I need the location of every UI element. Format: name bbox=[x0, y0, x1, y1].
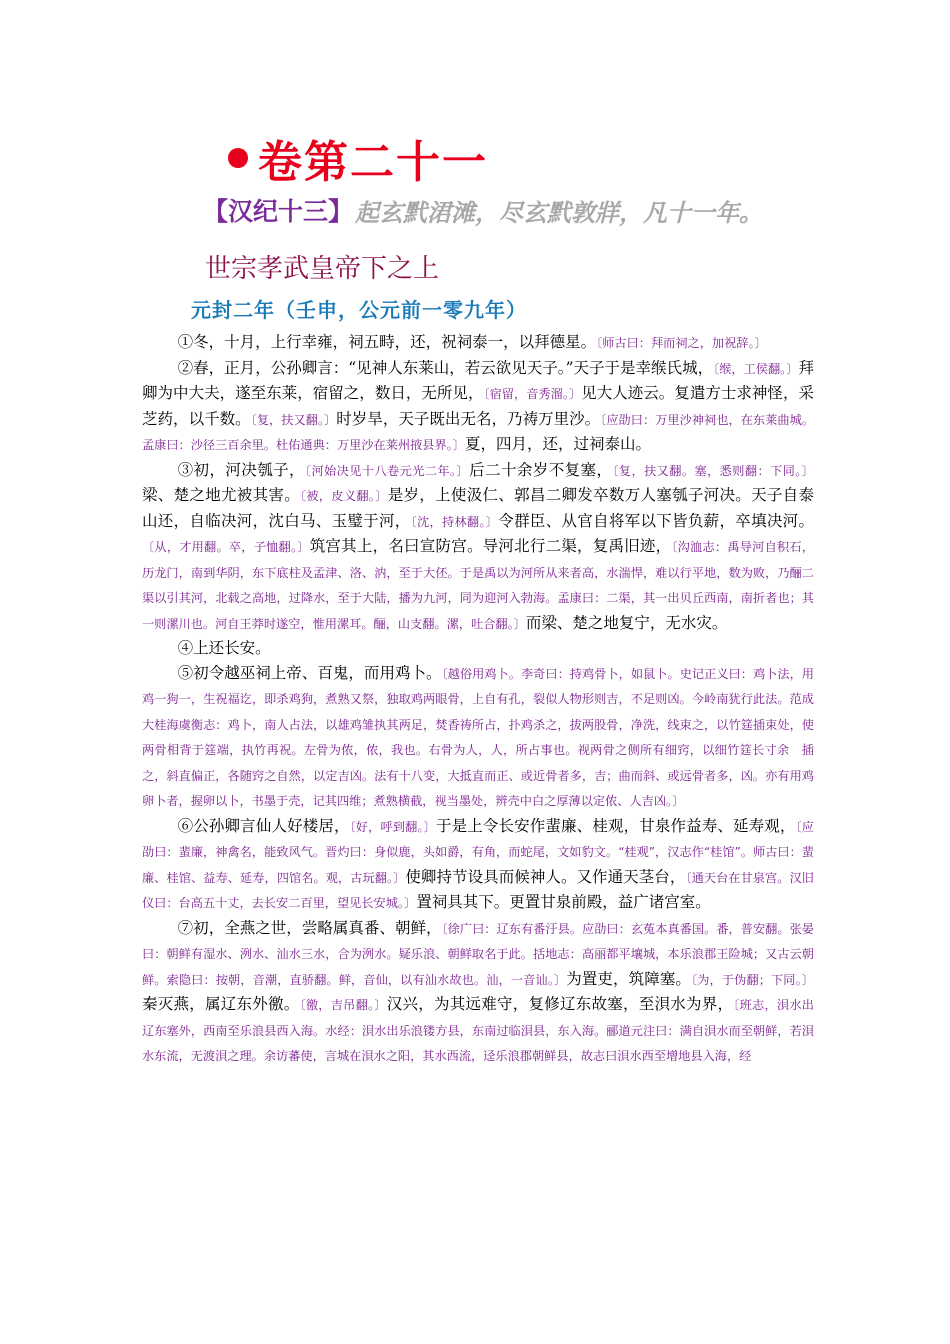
main-text: 令群臣、从官自将军以下皆负薪，卒填决河。 bbox=[498, 511, 814, 530]
main-text: 时岁旱，天子既出无名，乃祷万里沙。 bbox=[336, 409, 601, 428]
annotation: 〔被，皮义翻。〕 bbox=[300, 489, 388, 503]
paragraph bbox=[142, 458, 814, 637]
body-text bbox=[142, 330, 814, 1069]
annotation: 〔徼，吉吊翻。〕 bbox=[299, 998, 387, 1012]
paragraph bbox=[142, 330, 814, 356]
paragraph bbox=[142, 814, 814, 916]
annotation: 〔通天台在甘泉宫。汉旧仪曰：台高五十丈，去长安二百里，望见长安城。〕 bbox=[142, 870, 814, 910]
main-text: ⑥公孙卿言仙人好楼居， bbox=[177, 816, 350, 835]
chapter-tag: 【汉纪十三】 bbox=[203, 197, 354, 226]
main-text: 秦灭燕，属辽东外徼。 bbox=[142, 995, 300, 1013]
main-text: 汉兴，为其远难守，复修辽东故塞，至浿水为界， bbox=[386, 995, 734, 1013]
annotation: 〔从，才用翻。卒，子恤翻。〕 bbox=[142, 540, 310, 554]
annotation: 〔越俗用鸡卜。李奇曰：持鸡骨卜，如鼠卜。史记正义曰：鸡卜法，用鸡一狗一，生祝福讫，即杀鸡狗，煮熟又祭，独取鸡两眼骨，上自有孔，裂似人物形则吉，不足则凶。今岭南犹行此法。范成大桂海虞衡志：鸡卜，南人占法，以雄鸡雏执其两足，焚香祷所占，扑鸡杀之，拔两股骨，净洗，线束之，以竹筳插束处，使两骨相背于筳端，执竹再祝。左骨为侬，侬，我也。右骨为人，人，所占事也。视两骨之侧所有细窍，以细竹筳长寸余 插之，斜直偏正，各随窍之自然，以定吉凶。法有十八变，大抵直而正、或近骨者多，吉；曲而斜、或远骨者多，凶。亦有用鸡卵卜者，握卵以卜，书墨于壳，记其四维；煮熟横截，视当墨处，辨壳中白之厚薄以定侬、人吉凶。〕 bbox=[142, 666, 814, 808]
main-text: 见大人迹云。复遣方士求神怪，采芝药，以千数。 bbox=[142, 384, 814, 428]
annotation: 〔复，扶又翻。塞，悉则翻：下同。〕 bbox=[612, 463, 814, 478]
chapter-title bbox=[228, 128, 488, 188]
annotation: 〔应劭曰：万里沙神祠也，在东莱曲城。孟康曰：沙径三百余里。杜佑通典：万里沙在莱州掖县界。〕 bbox=[142, 412, 814, 452]
main-text: 筑宫其上，名曰宣防宫。导河北行二渠，复禹旧迹， bbox=[309, 537, 672, 555]
main-text: 夏，四月，还，过祠泰山。 bbox=[464, 435, 651, 453]
main-text: 是岁，上使汲仁、郭昌二卿发卒数万人塞瓠子河决。天子自泰山还，自临决河，沈白马、玉璧于河， bbox=[142, 486, 814, 530]
main-text: 置祠具其下。更置甘泉前殿，益广诸宫室。 bbox=[416, 893, 711, 911]
annotation: 〔宿留，音秀溜。〕 bbox=[483, 387, 582, 401]
main-text: ②春，正月，公孙卿言：“见神人东莱山，若云欲见天子。”天子于是幸缑氏城， bbox=[177, 358, 714, 377]
main-text: 使卿持节设具而候神人。又作通天茎台， bbox=[405, 867, 686, 886]
chapter-range: 起玄黓涒滩，尽玄黓敦牂，凡十一年。 bbox=[355, 197, 764, 227]
annotation: 〔班志，浿水出辽东塞外，西南至乐浪县西入海。水经：浿水出乐浪镂方县，东南过临浿县，东入海。郦道元注曰：满自浿水而至朝鲜，若浿水东流，无渡浿之理。余访蕃使，言城在浿水之阳，其水西流，迳乐浪郡朝鲜县，故志曰浿水西至增地县入海，经 bbox=[142, 998, 814, 1063]
main-text: 梁、楚之地尤被其害。 bbox=[142, 486, 300, 504]
main-text: 于是上令长安作蜚廉、桂观，甘泉作益寿、延寿观， bbox=[435, 816, 796, 835]
paragraph bbox=[142, 916, 814, 1069]
main-text: 后二十余岁不复塞， bbox=[469, 460, 613, 479]
paragraph bbox=[142, 356, 814, 458]
annotation: 〔徐广曰：辽东有番汙县。应劭曰：玄菟本真番国。番，普安翻。张晏曰：朝鲜有湿水、洌水、汕水三水，合为洌水。疑乐浪、朝鲜取名于此。括地志：高丽都平壤城，本乐浪郡王险城；又古云朝鲜。索隐曰：按朝，音潮，直骄翻。鲜，音仙，以有汕水故也。汕，一音讪。〕 bbox=[142, 921, 814, 987]
annotation: 〔好，呼到翻。〕 bbox=[349, 819, 436, 834]
year-heading: 元封二年（壬申，公元前一零九年） bbox=[191, 297, 527, 322]
main-text: 为置吏，筑障塞。 bbox=[566, 969, 692, 988]
chapter-subtitle bbox=[203, 190, 763, 230]
annotation: 〔师古曰：拜而祠之，加祝辞。〕 bbox=[596, 336, 767, 350]
annotation: 〔缑，工侯翻。〕 bbox=[713, 361, 799, 376]
main-text: 而梁、楚之地复宁，无水灾。 bbox=[525, 613, 728, 632]
annotation: 〔应劭曰：蜚廉，神禽名，能致风气。晋灼曰：身似鹿，头如爵，有角，而蛇尾，文如豹文。“桂观”，汉志作“桂馆”。师古曰：蜚廉、桂馆、益寿、延寿，四馆名。观，古玩翻。〕 bbox=[142, 819, 814, 885]
annotation: 〔复，扶又翻。〕 bbox=[250, 412, 337, 427]
main-text: ⑦初，全燕之世，尝略属真番、朝鲜， bbox=[177, 918, 442, 937]
chapter-title-text: 卷第二十一 bbox=[258, 137, 488, 188]
main-text: 拜卿为中大夫，遂至东莱，宿留之，数日，无所见， bbox=[142, 358, 814, 402]
annotation: 〔为，于伪翻；下同。〕 bbox=[691, 972, 814, 987]
paragraph bbox=[142, 661, 814, 814]
paragraph bbox=[142, 636, 814, 661]
bullet-icon bbox=[228, 148, 248, 168]
main-text: ①冬，十月，上行幸雍，祠五畤，还，祝祠泰一，以拜德星。 bbox=[177, 333, 597, 351]
main-text: ③初，河决瓠子， bbox=[177, 460, 305, 479]
main-text: ④上还长安。 bbox=[177, 639, 271, 657]
section-heading: 世宗孝武皇帝下之上 bbox=[205, 253, 440, 284]
main-text: ⑤初令越巫祠上帝、百鬼，而用鸡卜。 bbox=[177, 663, 442, 682]
annotation: 〔沟洫志：禹导河自积石，历龙门，南到华阴，东下底柱及孟津、洛、汭，至于大伾。于是禹以为河所从来者高，水湍悍，难以行平地，数为败，乃酾二渠以引其河，北载之高地，过降水，至于大陆，播为九河，同为迎河入勃海。孟康曰：二渠，其一出贝丘西南，南折者也；其一则漯川也。河自王莽时遂空，惟用漯耳。酾，山支翻。漯，吐合翻。〕 bbox=[142, 540, 814, 631]
annotation: 〔河始决见十八卷元光二年。〕 bbox=[304, 463, 470, 478]
annotation: 〔沈，持林翻。〕 bbox=[410, 514, 499, 529]
